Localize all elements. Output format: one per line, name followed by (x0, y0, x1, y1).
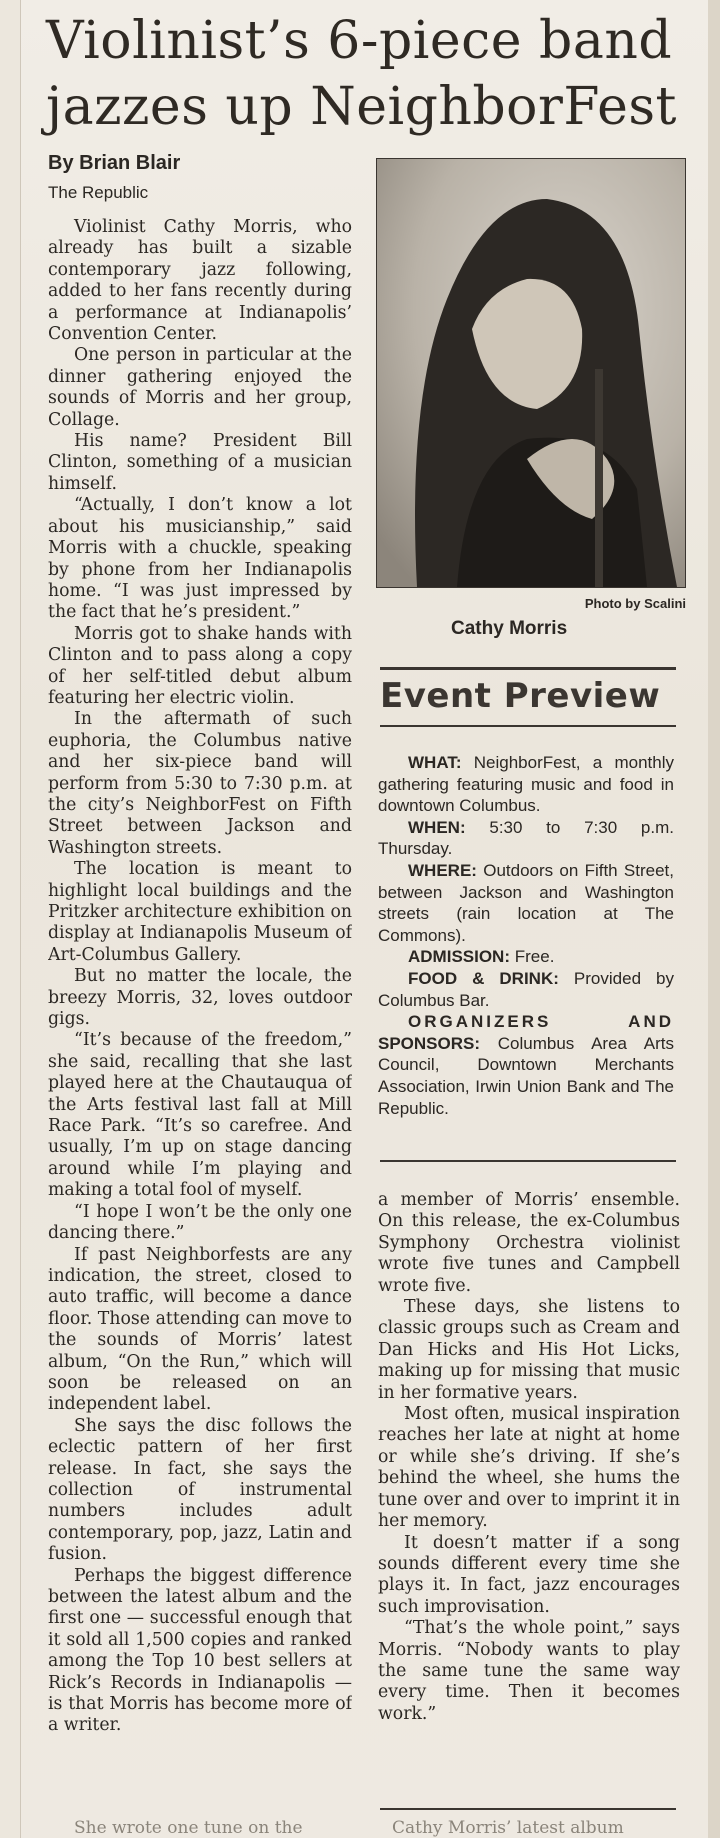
divider-rule (380, 667, 676, 670)
paragraph: Violinist Cathy Morris, who already has built a sizable contemporary jazz following, added to her fans recently during a performance at Indianapolis’ Convention Center. (48, 217, 352, 345)
photo-caption: Cathy Morris (451, 618, 568, 639)
event-preview-heading: Event Preview (380, 676, 661, 716)
paragraph: Perhaps the biggest difference between the latest album and the first one — successful enough that it sold all 1,500 copies and ranked among the Top 10 best sellers at Rick’s Records in Indianapolis — is that Morris has become more of a writer. (48, 1565, 352, 1736)
article-column-1 (48, 217, 352, 1827)
paragraph: a member of Morris’ ensemble. On this release, the ex-Columbus Symphony Orchestra violinist wrote five tunes and Campbell wrote five. (378, 1190, 680, 1296)
event-preview-box (378, 752, 674, 1119)
cutoff-line-col2: Cathy Morris’ latest album (392, 1818, 624, 1838)
label-sponsors: SPONSORS: (378, 1033, 481, 1053)
paragraph: His name? President Bill Clinton, something of a musician himself. (48, 431, 352, 494)
label-where: WHERE: (408, 860, 477, 880)
event-organizers: ORGANIZERS AND SPONSORS: Columbus Area Arts Council, Downtown Merchants Association, Irwin Union Bank and The Republic. (378, 1012, 674, 1118)
byline: By Brian Blair (48, 152, 181, 174)
portrait-photo (376, 158, 686, 588)
event-what: WHAT: NeighborFest, a monthly gathering featuring music and food in downtown Columbus. (378, 753, 674, 816)
headline: Violinist’s 6-piece band jazzes up NeighborFest (46, 11, 677, 137)
label-when: WHEN: (408, 817, 466, 837)
label-food: FOOD & DRINK: (408, 968, 559, 988)
paragraph: She says the disc follows the eclectic pattern of her first release. In fact, she says the collection of instrumental numbers includes adult contemporary, pop, jazz, Latin and fusion. (48, 1415, 352, 1565)
article-column-2 (378, 1190, 680, 1780)
label-admission: ADMISSION: (408, 947, 510, 967)
paragraph: “That’s the whole point,” says Morris. “Nobody wants to play the same tune the same way every time. Then it becomes work.” (378, 1618, 680, 1724)
page-edge (708, 0, 720, 1838)
paragraph: If past Neighborfests are any indication, the street, closed to auto traffic, will become a dance floor. Those attending can move to the sounds of Morris’ latest album, “On the Run,” which will soon be released on an independent label. (48, 1244, 352, 1415)
paragraph: But no matter the locale, the breezy Morris, 32, loves outdoor gigs. (48, 966, 352, 1030)
paragraph: In the aftermath of such euphoria, the Columbus native and her six-piece band will perform from 5:30 to 7:30 p.m. at the city’s NeighborFest on Fifth Street between Jackson and Washington streets. (48, 709, 352, 858)
photo-credit: Photo by Scalini (584, 596, 686, 611)
paragraph: “It’s because of the freedom,” she said, recalling that she last played here at the Chautauqua of the Arts festival last fall at Mill Race Park. “It’s so carefree. And usually, I’m up on stage dancing around while I’m playing and making a total fool of myself. (48, 1030, 352, 1201)
divider-rule (380, 725, 676, 727)
portrait-image (377, 159, 685, 587)
source-line: The Republic (48, 183, 149, 202)
paragraph: These days, she listens to classic groups such as Cream and Dan Hicks and His Hot Licks, making up for missing that music in her formative years. (378, 1297, 680, 1403)
cutoff-line-col1: She wrote one tune on the (74, 1818, 303, 1838)
divider-rule (380, 1160, 676, 1162)
event-when: WHEN: 5:30 to 7:30 p.m. Thursday. (378, 817, 674, 859)
event-where: WHERE: Outdoors on Fifth Street, between Jackson and Washington streets (rain location at The Commons). (378, 860, 674, 945)
label-organizers: ORGANIZERS AND (408, 1012, 674, 1032)
event-admission: ADMISSION: Free. (408, 947, 555, 967)
paragraph: Most often, musical inspiration reaches her late at night at home or while she’s driving. If she’s behind the wheel, she hums the tune over and over to imprint it in her memory. (378, 1404, 680, 1532)
event-food: FOOD & DRINK: Provided by Columbus Bar. (378, 968, 674, 1010)
divider-rule (380, 1808, 676, 1810)
label-what: WHAT: (408, 753, 462, 772)
paragraph: The location is meant to highlight local buildings and the Pritzker architecture exhibition on display at Indianapolis Museum of Art-Columbus Gallery. (48, 859, 352, 965)
paragraph: Morris got to shake hands with Clinton and to pass along a copy of her self-titled debut album featuring her electric violin. (48, 623, 352, 708)
paragraph: “I hope I won’t be the only one dancing there.” (48, 1201, 352, 1244)
paragraph: “Actually, I don’t know a lot about his musicianship,” said Morris with a chuckle, speaking by phone from her Indianapolis home. “I was just impressed by the fact that he’s president.” (48, 495, 352, 623)
paragraph: It doesn’t matter if a song sounds different every time she plays it. In fact, jazz encourages such improvisation. (378, 1532, 680, 1617)
paragraph: One person in particular at the dinner gathering enjoyed the sounds of Morris and her group, Collage. (48, 345, 352, 430)
